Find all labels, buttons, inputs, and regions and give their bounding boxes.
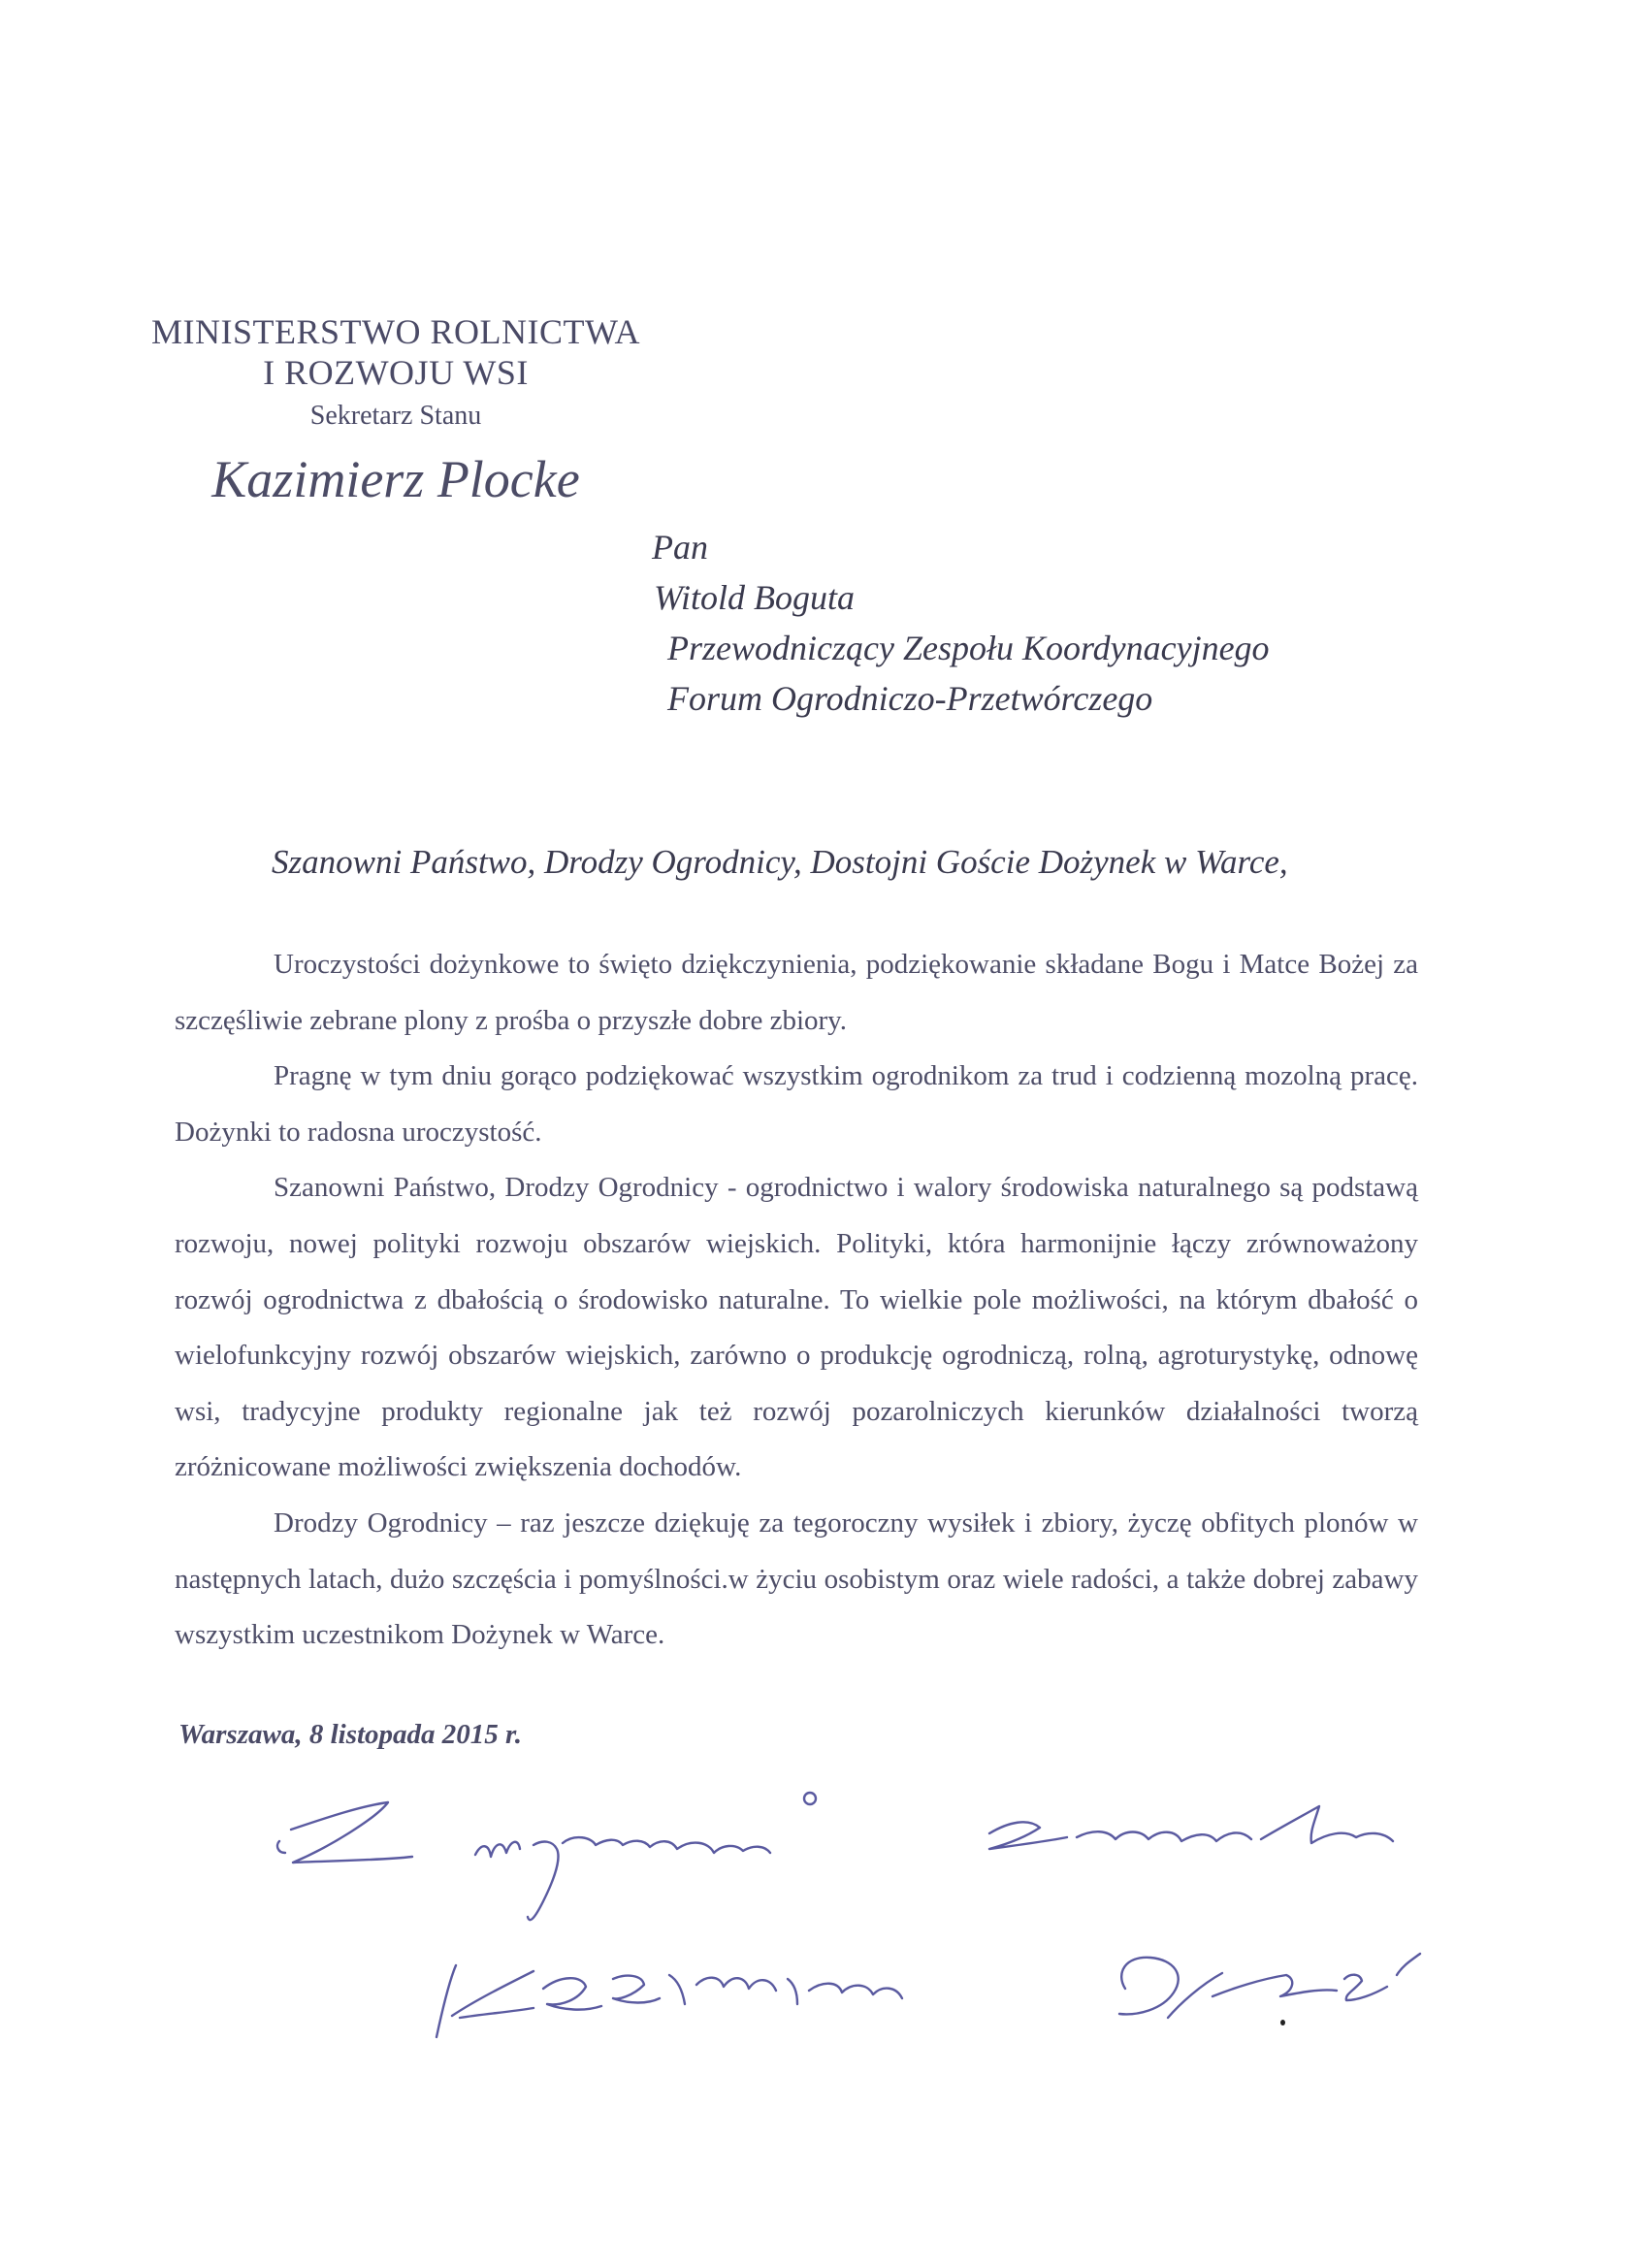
place-and-date: Warszawa, 8 listopada 2015 r. <box>178 1719 522 1750</box>
body-paragraph-1: Uroczystości dożynkowe to święto dziękczynienia, podziękowanie składane Bogu i Matce Bożej za szczęśliwie zebrane plony z prośba o przyszłe dobre zbiory. <box>175 949 1418 1036</box>
body-paragraph-4: Drodzy Ogrodnicy – raz jeszcze dziękuję za tegoroczny wysiłek i zbiory, życzę obfitych plonów w następnych latach, dużo szczęścia i pomyślności.w życiu osobistym oraz wiele radości, a także dobrej zabawy wszystkim uczestnikom Dożynek w Warce. <box>175 1507 1418 1651</box>
handwritten-signature <box>252 1785 1591 2076</box>
body-paragraph-2: Pragnę w tym dniu gorąco podziękować wszystkim ogrodnikom za trud i codzienną mozolną pracę. Dożynki to radosna uroczystość. <box>175 1060 1418 1148</box>
scan-speck <box>1280 2020 1285 2025</box>
body-paragraph-3: Szanowni Państwo, Drodzy Ogrodnicy - ogrodnictwo i walory środowiska naturalnego są podstawą rozwoju, nowej polityki rozwoju obszarów wiejskich. Polityki, która harmonijnie łączy zrównoważony rozwój ogrodnictwa z dbałością o środowisko naturalne. To wielkie pole możliwości, na którym dbałość o wielofunkcyjny rozwój obszarów wiejskich, zarówno o produkcję ogrodniczą, rolną, agroturystykę, odnowę wsi, tradycyjne produkty regionalne jak też rozwój pozarolniczych kierunków działalności tworzą zróżnicowane możliwości zwiększenia dochodów. <box>175 1172 1418 1483</box>
letter-body <box>175 937 1418 1664</box>
addressee-title: Pan <box>652 528 708 567</box>
letterhead <box>124 312 667 512</box>
ministry-name-line2: I ROZWOJU WSI <box>263 353 529 392</box>
salutation: Szanowni Państwo, Drodzy Ogrodnicy, Dostojni Goście Dożynek w Warce, <box>272 843 1288 881</box>
addressee-organization: Forum Ogrodniczo-Przetwórczego <box>667 679 1153 718</box>
addressee-position: Przewodniczący Zespołu Koordynacyjnego <box>667 629 1270 667</box>
sender-role: Sekretarz Stanu <box>309 401 482 431</box>
sender-name: Kazimierz Plocke <box>211 450 580 508</box>
addressee-name: Witold Boguta <box>654 578 855 617</box>
ministry-name-line1: MINISTERSTWO ROLNICTWA <box>151 312 640 351</box>
addressee-block <box>652 522 1583 724</box>
signature-drawing <box>252 1785 1591 2076</box>
